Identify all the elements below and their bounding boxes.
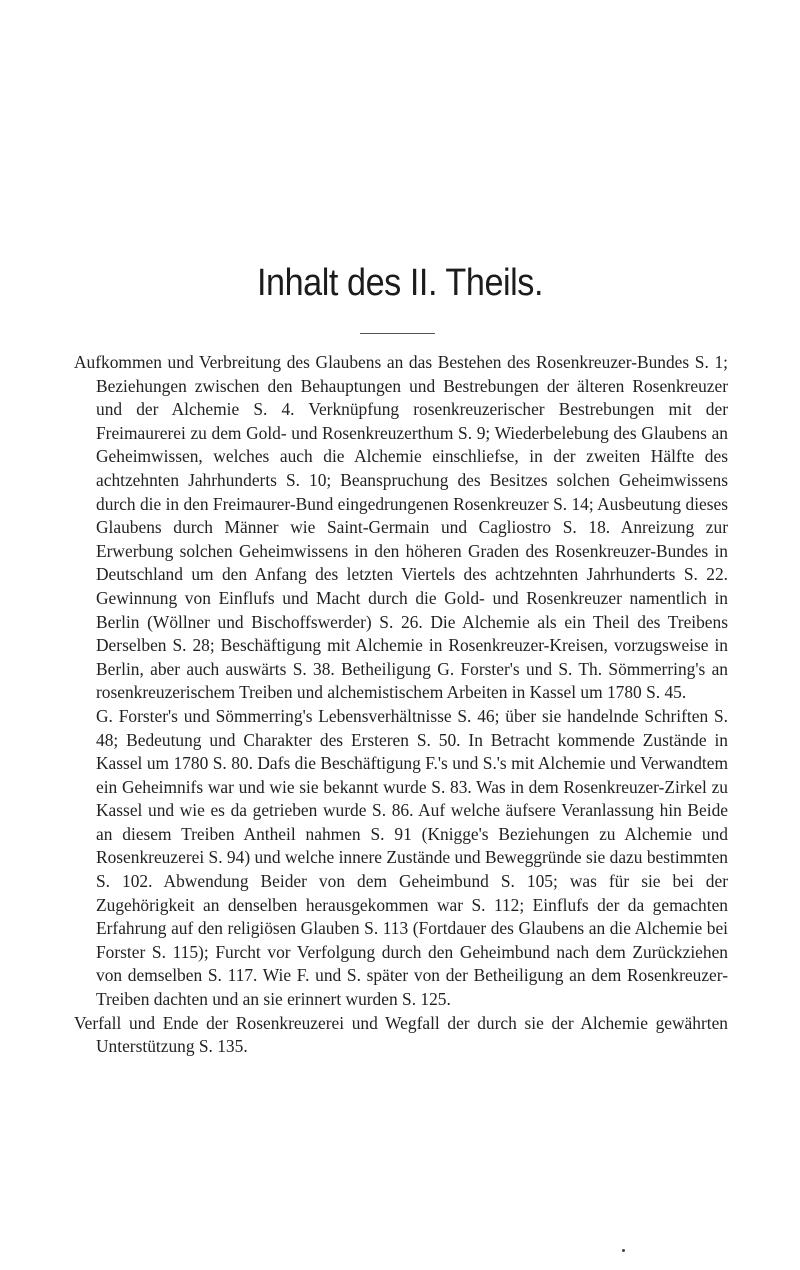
print-speck [622, 1249, 625, 1252]
title-divider [360, 333, 435, 334]
page-title: Inhalt des II. Theils. [256, 262, 544, 304]
table-of-contents [74, 351, 728, 1059]
toc-paragraph-2: G. Forster's und Sömmerring's Lebensverhältnisse S. 46; über sie handelnde Schriften S. 48; Bedeutung und Charakter des Ersteren S. 50. In Betracht kommende Zustände in Kassel um 1780 S. 80. Dafs die Beschäftigung F.'s und S.'s mit Alchemie und Verwandtem ein Geheimnifs war und wie sie bekannt wurde S. 83. Was in dem Rosenkreuzer-Zirkel zu Kassel und wie es da getrieben wurde S. 86. Auf welche äufsere Veranlassung hin Beide an diesem Treiben Antheil nahmen S. 91 (Knigge's Beziehungen zu Alchemie und Rosenkreuzerei S. 94) und welche innere Zustände und Beweggründe sie dazu bestimmten S. 102. Abwendung Beider von dem Geheimbund S. 105; was für sie bei der Zugehörigkeit an denselben herausgekommen war S. 112; Einflufs der da gemachten Erfahrung auf den religiösen Glauben S. 113 (Fortdauer des Glaubens an die Alchemie bei Forster S. 115); Furcht vor Verfolgung durch den Geheimbund nach dem Zurückziehen von demselben S. 117. Wie F. und S. später von der Betheiligung an dem Rosenkreuzer-Treiben dachten und an sie erinnert wurden S. 125. [96, 705, 728, 1010]
toc-paragraph-3: Verfall und Ende der Rosenkreuzerei und Wegfall der durch sie der Alchemie gewährten Unterstützung S. 135. [74, 1012, 728, 1057]
toc-paragraph-1: Aufkommen und Verbreitung des Glaubens an das Bestehen des Rosenkreuzer-Bundes S. 1; Beziehungen zwischen den Behauptungen und Bestrebungen der älteren Rosenkreuzer und der Alchemie S. 4. Verknüpfung rosenkreuzerischer Bestrebungen mit der Freimaurerei zu dem Gold- und Rosenkreuzerthum S. 9; Wiederbelebung des Glaubens an Geheimwissen, welches auch die Alchemie einschliefse, in der zweiten Hälfte des achtzehnten Jahrhunderts S. 10; Beanspruchung des Besitzes solchen Geheimwissens durch die in den Freimaurer-Bund eingedrungenen Rosenkreuzer S. 14; Ausbeutung dieses Glaubens durch Männer wie Saint-Germain und Cagliostro S. 18. Anreizung zur Erwerbung solchen Geheimwissens in den höheren Graden des Rosenkreuzer-Bundes in Deutschland um den Anfang des letzten Viertels des achtzehnten Jahrhunderts S. 22. Gewinnung von Einflufs und Macht durch die Gold- und Rosenkreuzer namentlich in Berlin (Wöllner und Bischoffswerder) S. 26. Die Alchemie als ein Theil des Treibens Derselben S. 28; Beschäftigung mit Alchemie in Rosenkreuzer-Kreisen, vorzugsweise in Berlin, aber auch auswärts S. 38. Betheiligung G. Forster's und S. Th. Sömmerring's an rosenkreuzerischem Treiben und alchemistischem Arbeiten in Kassel um 1780 S. 45. [74, 352, 728, 703]
